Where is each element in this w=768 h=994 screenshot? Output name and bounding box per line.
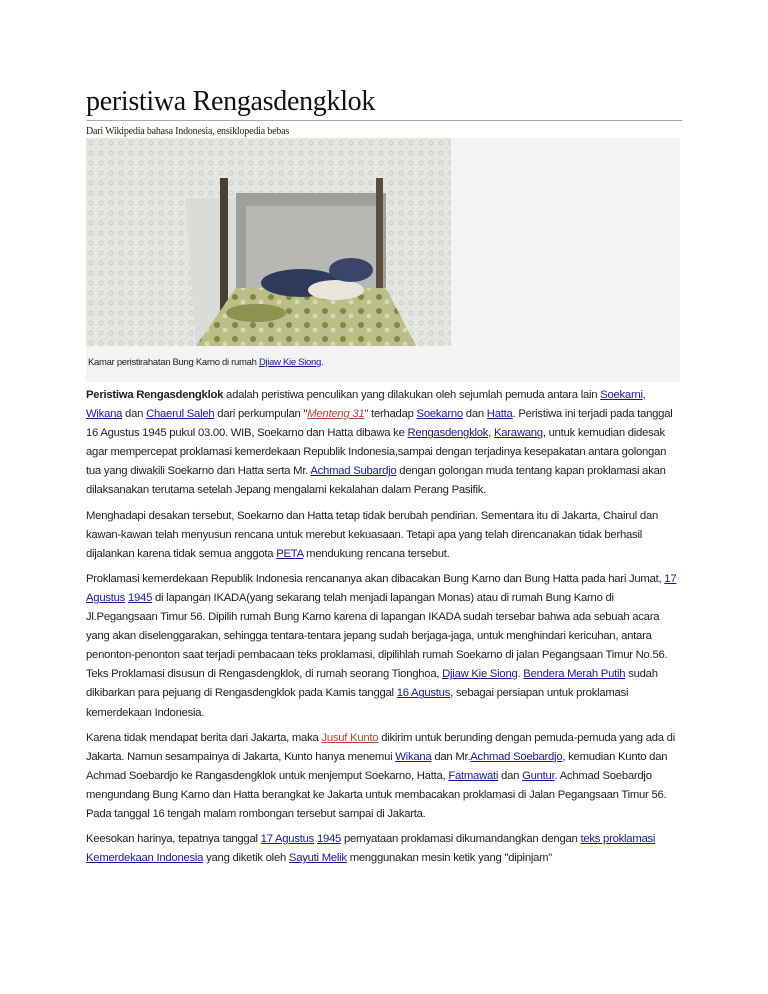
figure-caption (88, 357, 323, 368)
paragraph-4 (86, 729, 682, 824)
text: mendukung rencana tersebut. (303, 547, 450, 560)
text: Menghadapi desakan tersebut, Soekarno dan Hatta tetap tidak berubah pendirian. Sementara itu di Jakarta, Chairul dan kawan-kawan telah menyusun rencana untuk merebut kekuasaan. Tetapi apa yang telah direncanakan tidak berhasil dijalankan karena tidak semua anggota (86, 509, 659, 560)
link-chaerul-saleh[interactable]: Chaerul Saleh (146, 408, 215, 421)
link-1945[interactable]: 1945 (127, 591, 153, 604)
link-jusuf-kunto[interactable]: Jusuf Kunto (321, 731, 379, 744)
text: menggunakan mesin ketik yang "dipinjam" (346, 852, 553, 865)
caption-link-djiaw-kie-siong[interactable]: Djiaw Kie Siong (258, 357, 321, 368)
link-1945-2[interactable]: 1945 (316, 833, 342, 846)
link-menteng-31[interactable]: Menteng 31 (307, 408, 365, 421)
text: dan (462, 408, 487, 421)
text: , (642, 389, 646, 401)
text: Karena tidak mendapat berita dari Jakarta, maka (86, 731, 322, 744)
link-hatta[interactable]: Hatta (486, 408, 513, 421)
link-achmad-subardjo[interactable]: Achmad Subardjo (310, 465, 397, 478)
link-achmad-soebardjo[interactable]: Achmad Soebardjo (470, 750, 563, 763)
text: , (488, 427, 494, 440)
link-karawang[interactable]: Karawang (493, 427, 543, 440)
paragraph-3 (86, 570, 682, 723)
link-rengasdengklok[interactable]: Rengasdengklok (407, 427, 489, 440)
link-djiaw-kie-siong[interactable]: Djiaw Kie Siong (442, 668, 518, 681)
link-sayuti-melik[interactable]: Sayuti Melik (288, 852, 347, 865)
text: dikirim untuk berunding dengan pemuda-pemuda yang ada di Jakarta. Namun sesampainya di Jakarta, Kunto hanya menemui (86, 731, 675, 763)
text: . Achmad Soebardjo mengundang Bung Karno dan Hatta berangkat ke Jakarta untuk membacakan proklamasi di Jalan Pegangsaan Timur 56. Pada tanggal 16 tengah malam rombongan tersebut sampai di Jakarta. (86, 769, 667, 820)
text: . (517, 668, 524, 681)
paragraph-5 (86, 830, 682, 868)
figure (86, 138, 680, 382)
link-peta[interactable]: PETA (276, 547, 304, 560)
link-16-agustus[interactable]: 16 Agustus (396, 687, 451, 700)
text: dengan golongan muda tentang kapan proklamasi akan dilaksanakan terutama setelah Jepang mengalami kekalahan dalam Perang Pasifik. (86, 465, 666, 497)
link-soekarno[interactable]: Soekarno (416, 408, 463, 421)
link-wikana-2[interactable]: Wikana (395, 750, 432, 763)
article-body (86, 386, 682, 874)
text: sudah dikibarkan para pejuang di Rengasdengklok pada Kamis tanggal (86, 668, 658, 700)
text: , sebagai persiapan untuk proklamasi kemerdekaan Indonesia. (86, 687, 629, 719)
text: dan Mr. (431, 750, 471, 763)
lead-term: Peristiwa Rengasdengklok (86, 389, 224, 401)
text: Proklamasi kemerdekaan Republik Indonesia rencananya akan dibacakan Bung Karno dan Bung Hatta pada hari Jumat, (86, 572, 665, 585)
link-fatmawati[interactable]: Fatmawati (448, 769, 499, 782)
paragraph-1 (86, 386, 682, 501)
link-guntur[interactable]: Guntur (522, 769, 555, 782)
page-title: peristiwa Rengasdengklok (86, 86, 376, 117)
caption-end: . (320, 357, 324, 368)
paragraph-2 (86, 507, 682, 564)
text: pernyataan proklamasi dikumandangkan dengan (341, 833, 581, 846)
text: , untuk kemudian didesak agar mempercepat proklamasi kemerdekaan Republik Indonesia,sampai dengan terjadinya kesepakatan antara golongan tua yang diwakili Soekarno dan Hatta serta Mr. (86, 427, 667, 478)
page-subtitle: Dari Wikipedia bahasa Indonesia, ensiklopedia bebas (86, 126, 290, 137)
bedroom-photo (86, 138, 451, 346)
text: dari perkumpulan " (214, 408, 308, 421)
text: . Peristiwa ini terjadi pada tanggal 16 Agustus 1945 pukul 03.00. WIB, Soekarno dan Hatta dibawa ke (86, 408, 673, 440)
link-17-agustus-2[interactable]: 17 Agustus (260, 833, 315, 846)
text: dan (498, 769, 523, 782)
text: di lapangan IKADA(yang sekarang telah menjadi lapangan Monas) atau di rumah Bung Karno di Jl.Pegangsaan Timur 56. Dipilih rumah Bung Karno karena di lapangan IKADA sudah tersebar bahwa ada sebuah acara yang akan diselenggarakan, sehingga tentara-tentara jepang sudah berjaga-jaga, untuk menghindari kericuhan, antara penonton-penonton saat terjadi pembacaan teks proklamasi, dipilihlah rumah Soekarno di jalan Pegangsaan Timur No.56. Teks Proklamasi disusun di Rengasdengklok, di rumah seorang Tionghoa, (86, 591, 668, 681)
link-bendera-merah-putih[interactable]: Bendera Merah Putih (523, 668, 626, 681)
link-soekarni[interactable]: Soekarni (600, 389, 643, 401)
text: Keesokan harinya, tepatnya tanggal (86, 833, 261, 846)
link-17-agustus[interactable]: 17 Agustus (86, 572, 677, 604)
text: yang diketik oleh (203, 852, 289, 865)
caption-text: Kamar peristirahatan Bung Karno di rumah (88, 357, 259, 368)
text: adalah peristiwa penculikan yang dilakukan oleh sejumlah pemuda antara lain (223, 389, 601, 401)
title-divider (86, 120, 682, 121)
text: dan (122, 408, 147, 421)
text: " terhadap (364, 408, 417, 421)
text: , kemudian Kunto dan Achmad Soebardjo ke Rangasdengklok untuk menjemput Soekarno, Hatta, (86, 750, 668, 782)
link-teks-proklamasi[interactable]: teks proklamasi Kemerdekaan Indonesia (86, 833, 656, 865)
link-wikana[interactable]: Wikana (86, 408, 123, 421)
